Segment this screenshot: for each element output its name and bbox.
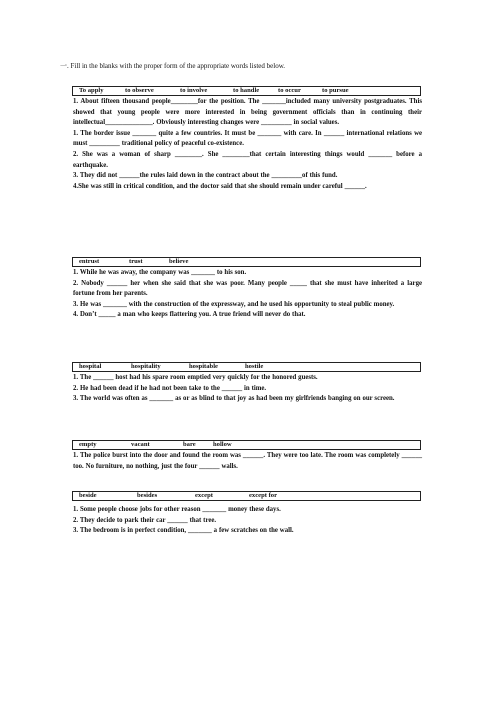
word-box-1: [72, 86, 421, 96]
word-option: besides: [137, 492, 158, 499]
word-option: trust: [129, 258, 143, 265]
exercise-item: 1. The police burst into the door and found the room was ______. They were too late. The room was completely ______ too. No furniture, no nothing, just the four ______ walls.: [73, 452, 422, 470]
word-option: hospitable: [189, 363, 218, 370]
exercise-item: 4.She was still in critical condition, and the doctor said that she should remain under careful ______.: [73, 182, 367, 190]
word-option: hostile: [245, 363, 264, 370]
word-option: vacant: [131, 441, 150, 448]
exercise-block-1: [73, 97, 422, 192]
word-option: beside: [79, 492, 97, 499]
word-option: to handle: [233, 87, 260, 94]
word-box-3: [72, 362, 421, 372]
exercise-block-4: [73, 451, 422, 472]
exercise-item: 3. The world was often as _______ as or as blind to that joy as had been my girlfriends banging on our screen.: [73, 395, 395, 403]
word-box-5: [72, 491, 421, 501]
word-box-4: [72, 440, 421, 450]
exercise-item: 2. He had been dead if he had not been take to the ______ in time.: [73, 384, 267, 392]
word-option: believe: [169, 258, 189, 265]
exercise-block-5: [73, 505, 422, 537]
exercise-item: 3. They did not ______the rules laid down in the contract about the _________of this fund.: [73, 172, 338, 180]
exercise-item: 4. Don’t _____ a man who keeps flattering you. A true friend will never do that.: [73, 311, 306, 319]
exercise-item: 2. She was a woman of sharp ________. She ________that certain interesting things would _______ before a earthquake.: [73, 150, 422, 169]
exercise-item: 1. The border issue _______ quite a few countries. It must be _______ with care. In ______ international relations we must _________ traditional policy of peaceful co-existence.: [73, 129, 422, 148]
word-option: hollow: [213, 441, 232, 448]
exercise-item: 2. They decide to park their car ______ that tree.: [73, 516, 217, 524]
exercise-item: 1. While he was away, the company was _______ to his son.: [73, 269, 247, 276]
word-option: to observe: [125, 87, 154, 94]
word-option: hospitality: [131, 363, 161, 370]
exercise-block-3: [73, 373, 422, 405]
word-option: To apply: [79, 87, 104, 94]
exercise-item: 1. The ______ host had his spare room emptied very quickly for the honored guests.: [73, 374, 318, 381]
word-option: except: [195, 492, 213, 499]
word-box-2: [72, 257, 421, 267]
exercise-item: 3. He was _______ with the construction of the expressway, and he used his opportunity to steal public money.: [73, 300, 395, 308]
word-option: entrust: [79, 258, 100, 265]
word-option: to occur: [278, 87, 301, 94]
word-option: hospital: [79, 363, 102, 370]
instruction-heading: 一. Fill in the blanks with the proper form of the appropriate words listed below.: [60, 62, 286, 70]
exercise-item: 2. Nobody ______ her when she said that she was poor. Many people _____ that she must have inherited a large fortune from her parents.: [73, 279, 422, 298]
word-option: except for: [249, 492, 278, 499]
exercise-item: 1. Some people choose jobs for other reason _______ money these days.: [73, 506, 281, 513]
word-option: empty: [79, 441, 97, 448]
word-option: to involve: [180, 87, 208, 94]
exercise-item: 3. The bedroom is in perfect condition, _______ a few scratches on the wall.: [73, 527, 294, 535]
exercise-item: 1. About fifteen thousand people________for the position. The _______included many university postgraduates. This showed that young people were more interested in being government officials than in continuing their intellectual______________. Obviously interesting changes were _________ in social values.: [73, 98, 422, 127]
word-option: bare: [183, 441, 196, 448]
word-option: to pursue: [322, 87, 349, 94]
exercise-block-2: [73, 268, 422, 321]
